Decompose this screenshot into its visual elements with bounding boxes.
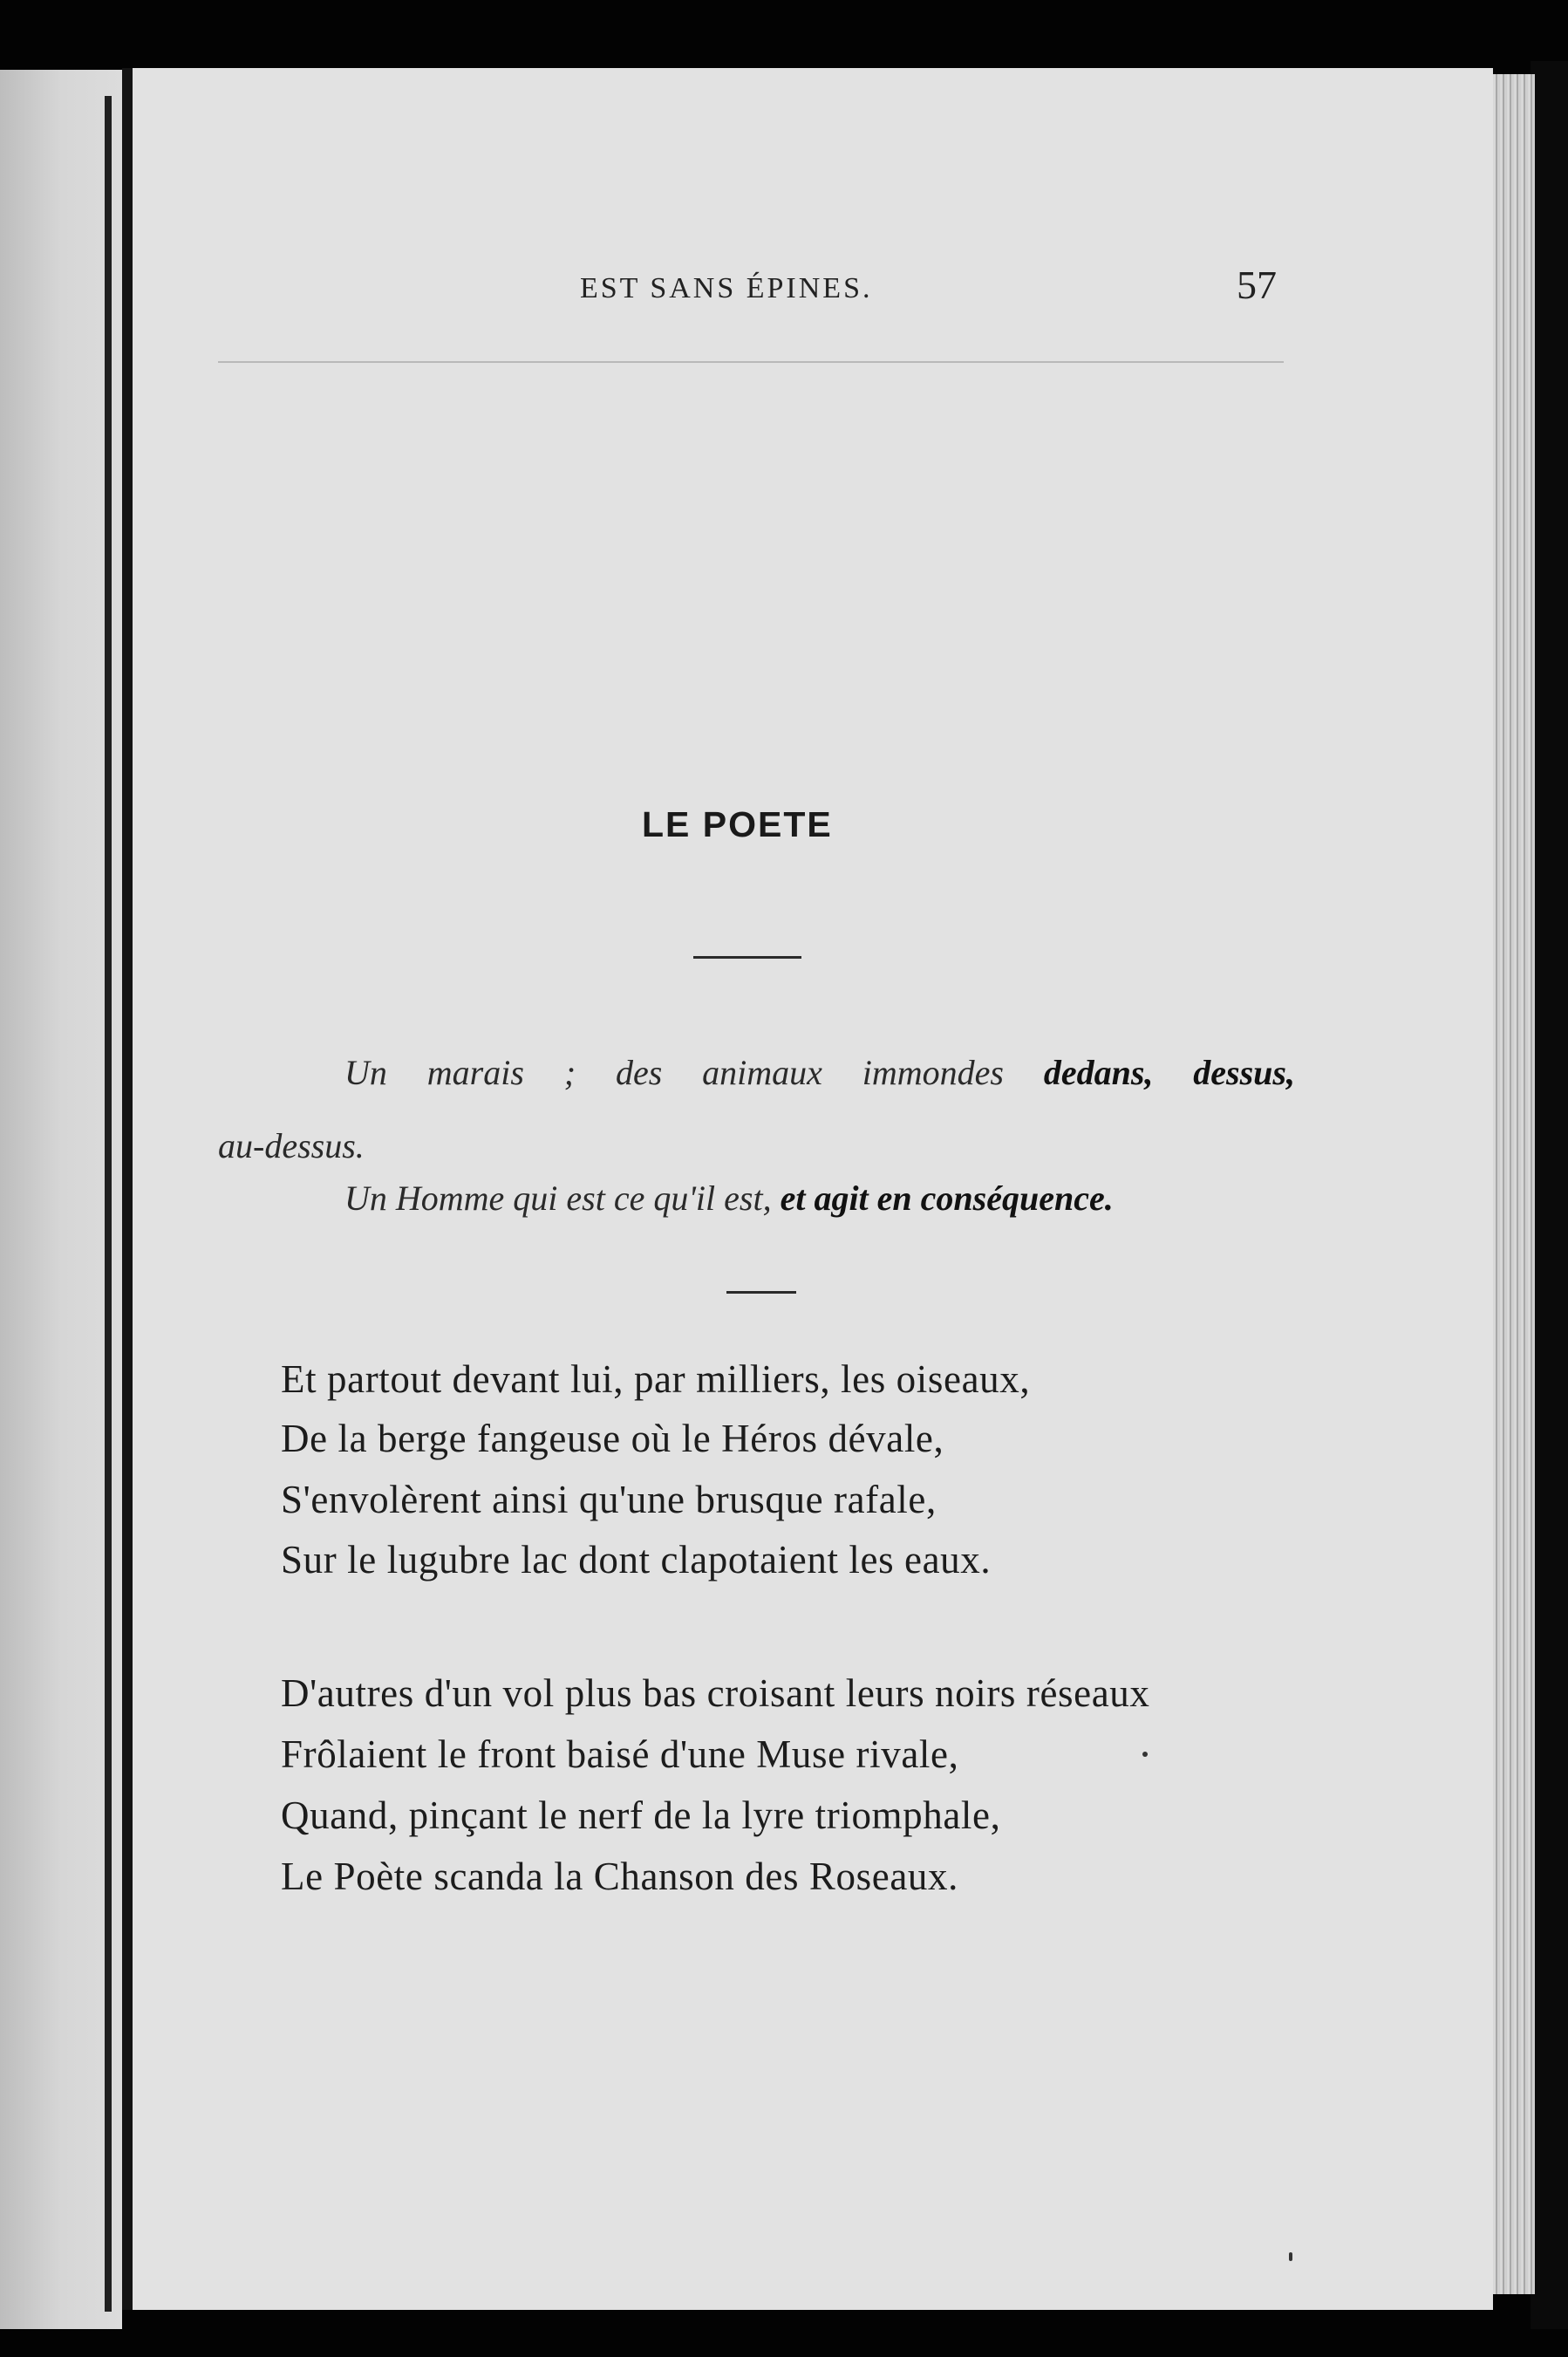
epigraph-line-2: au-dessus. — [218, 1126, 365, 1165]
running-head: EST SANS ÉPINES. — [580, 272, 873, 304]
epigraph-line-1-bold: dedans, dessus, — [1043, 1053, 1295, 1092]
verse-line: S'envolèrent ainsi qu'une brusque rafale, — [281, 1478, 937, 1521]
header-rule — [218, 361, 1284, 363]
verse-line: Sur le lugubre lac dont clapotaient les eaux. — [281, 1538, 992, 1582]
section-rule — [726, 1291, 796, 1294]
verse-line: D'autres d'un vol plus bas croisant leurs noirs réseaux — [281, 1671, 1150, 1715]
verse-line: Quand, pinçant le nerf de la lyre triomphale, — [281, 1793, 1001, 1837]
page-stack-edges — [1493, 74, 1535, 2294]
epigraph-line-3-bold: et agit en conséquence. — [780, 1178, 1114, 1218]
title-rule — [693, 956, 801, 959]
verse-line: De la berge fangeuse où le Héros dévale, — [281, 1417, 944, 1460]
verse-line: Le Poète scanda la Chanson des Roseaux. — [281, 1855, 958, 1898]
epigraph-line-1 — [344, 1052, 1295, 1093]
epigraph-line-3 — [344, 1178, 1114, 1219]
ink-speck — [1289, 2252, 1292, 2261]
background-right — [1531, 61, 1568, 2329]
poem-title: LE POETE — [642, 804, 833, 844]
verse-line: Frôlaient le front baisé d'une Muse rivale, — [281, 1732, 959, 1776]
epigraph-line-1-italic: Un marais ; des animaux immondes — [344, 1053, 1044, 1092]
binding-gutter — [105, 96, 112, 2312]
facing-page-edge — [0, 70, 122, 2329]
verse-line: Et partout devant lui, par milliers, les oiseaux, — [281, 1357, 1031, 1401]
ink-speck — [1142, 1752, 1148, 1757]
epigraph-line-3-italic: Un Homme qui est ce qu'il est, — [344, 1178, 781, 1218]
page-number: 57 — [1237, 263, 1277, 307]
